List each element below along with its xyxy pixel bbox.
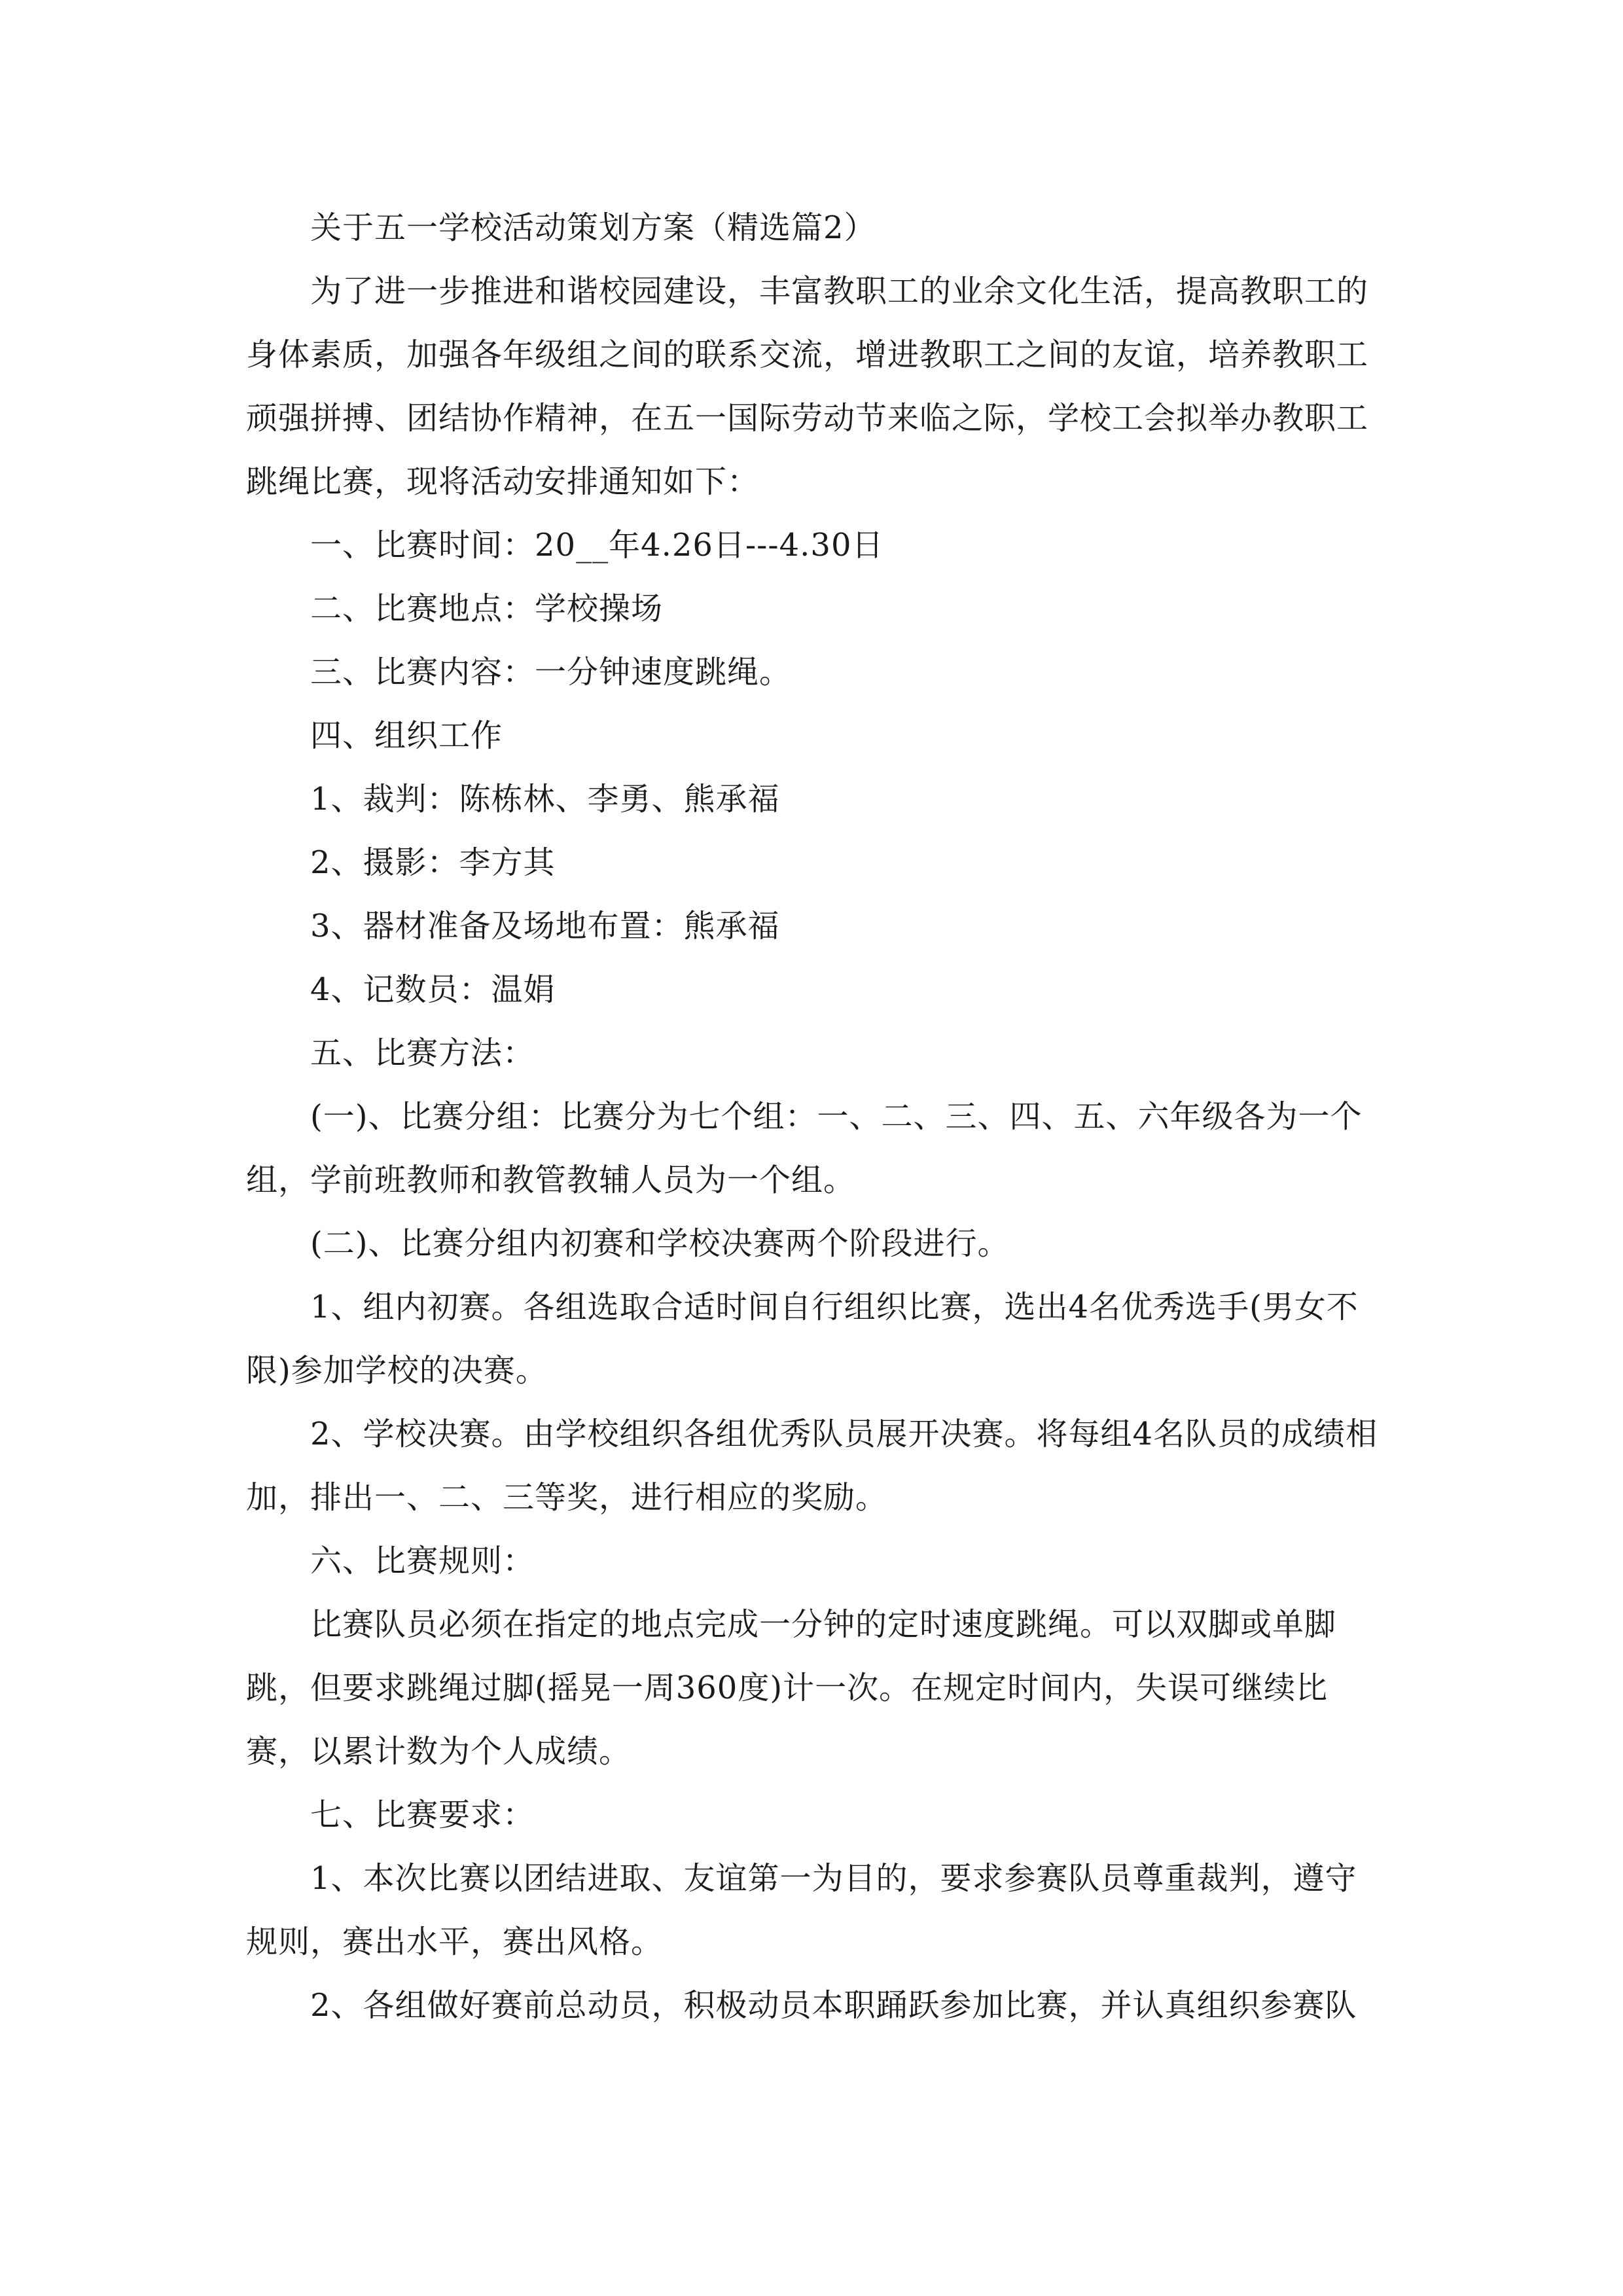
stages-paragraph: (二)、比赛分组内初赛和学校决赛两个阶段进行。 [310, 1225, 1010, 1262]
document-title: 关于五一学校活动策划方案（精选篇2） [310, 209, 876, 246]
referee-line: 1、裁判：陈栋林、李勇、熊承福 [310, 781, 780, 817]
requirements-heading: 七、比赛要求： [310, 1797, 535, 1833]
intro-paragraph: 为了进一步推进和谐校园建设，丰富教职工的业余文化生活，提高教职工的身体素质，加强各年级组之间的联系交流，增进教职工之间的友谊，培养教职工顽强拼搏、团结协作精神，在五一国际劳动节来临之际，学校工会拟举办教职工跳绳比赛，现将活动安排通知如下： [246, 273, 1369, 500]
organization-heading: 四、组织工作 [310, 717, 503, 754]
equipment-line: 3、器材准备及场地布置：熊承福 [310, 908, 780, 944]
method-heading: 五、比赛方法： [310, 1035, 535, 1071]
scorekeeper-line: 4、记数员：温娟 [310, 971, 556, 1008]
competition-venue: 二、比赛地点：学校操场 [310, 590, 664, 627]
grouping-paragraph: (一)、比赛分组：比赛分为七个组：一、二、三、四、五、六年级各为一个组，学前班教师和教管教辅人员为一个组。 [246, 1098, 1363, 1198]
document-body [246, 196, 1378, 2037]
requirement-1: 1、本次比赛以团结进取、友谊第一为目的，要求参赛队员尊重裁判，遵守规则，赛出水平，赛出风格。 [246, 1860, 1357, 1960]
final-paragraph: 2、学校决赛。由学校组织各组优秀队员展开决赛。将每组4名队员的成绩相加，排出一、二、三等奖，进行相应的奖励。 [246, 1416, 1378, 1516]
rules-heading: 六、比赛规则： [310, 1543, 535, 1579]
photography-line: 2、摄影：李方其 [310, 844, 556, 881]
competition-time: 一、比赛时间：20__年4.26日---4.30日 [310, 527, 884, 564]
competition-content: 三、比赛内容：一分钟速度跳绳。 [310, 654, 792, 691]
rules-paragraph: 比赛队员必须在指定的地点完成一分钟的定时速度跳绳。可以双脚或单脚跳，但要求跳绳过脚(摇晃一周360度)计一次。在规定时间内，失误可继续比赛，以累计数为个人成绩。 [246, 1606, 1337, 1770]
preliminary-paragraph: 1、组内初赛。各组选取合适时间自行组织比赛，选出4名优秀选手(男女不限)参加学校的决赛。 [246, 1289, 1359, 1389]
requirement-2: 2、各组做好赛前总动员，积极动员本职踊跃参加比赛，并认真组织参赛队 [310, 1987, 1357, 2024]
